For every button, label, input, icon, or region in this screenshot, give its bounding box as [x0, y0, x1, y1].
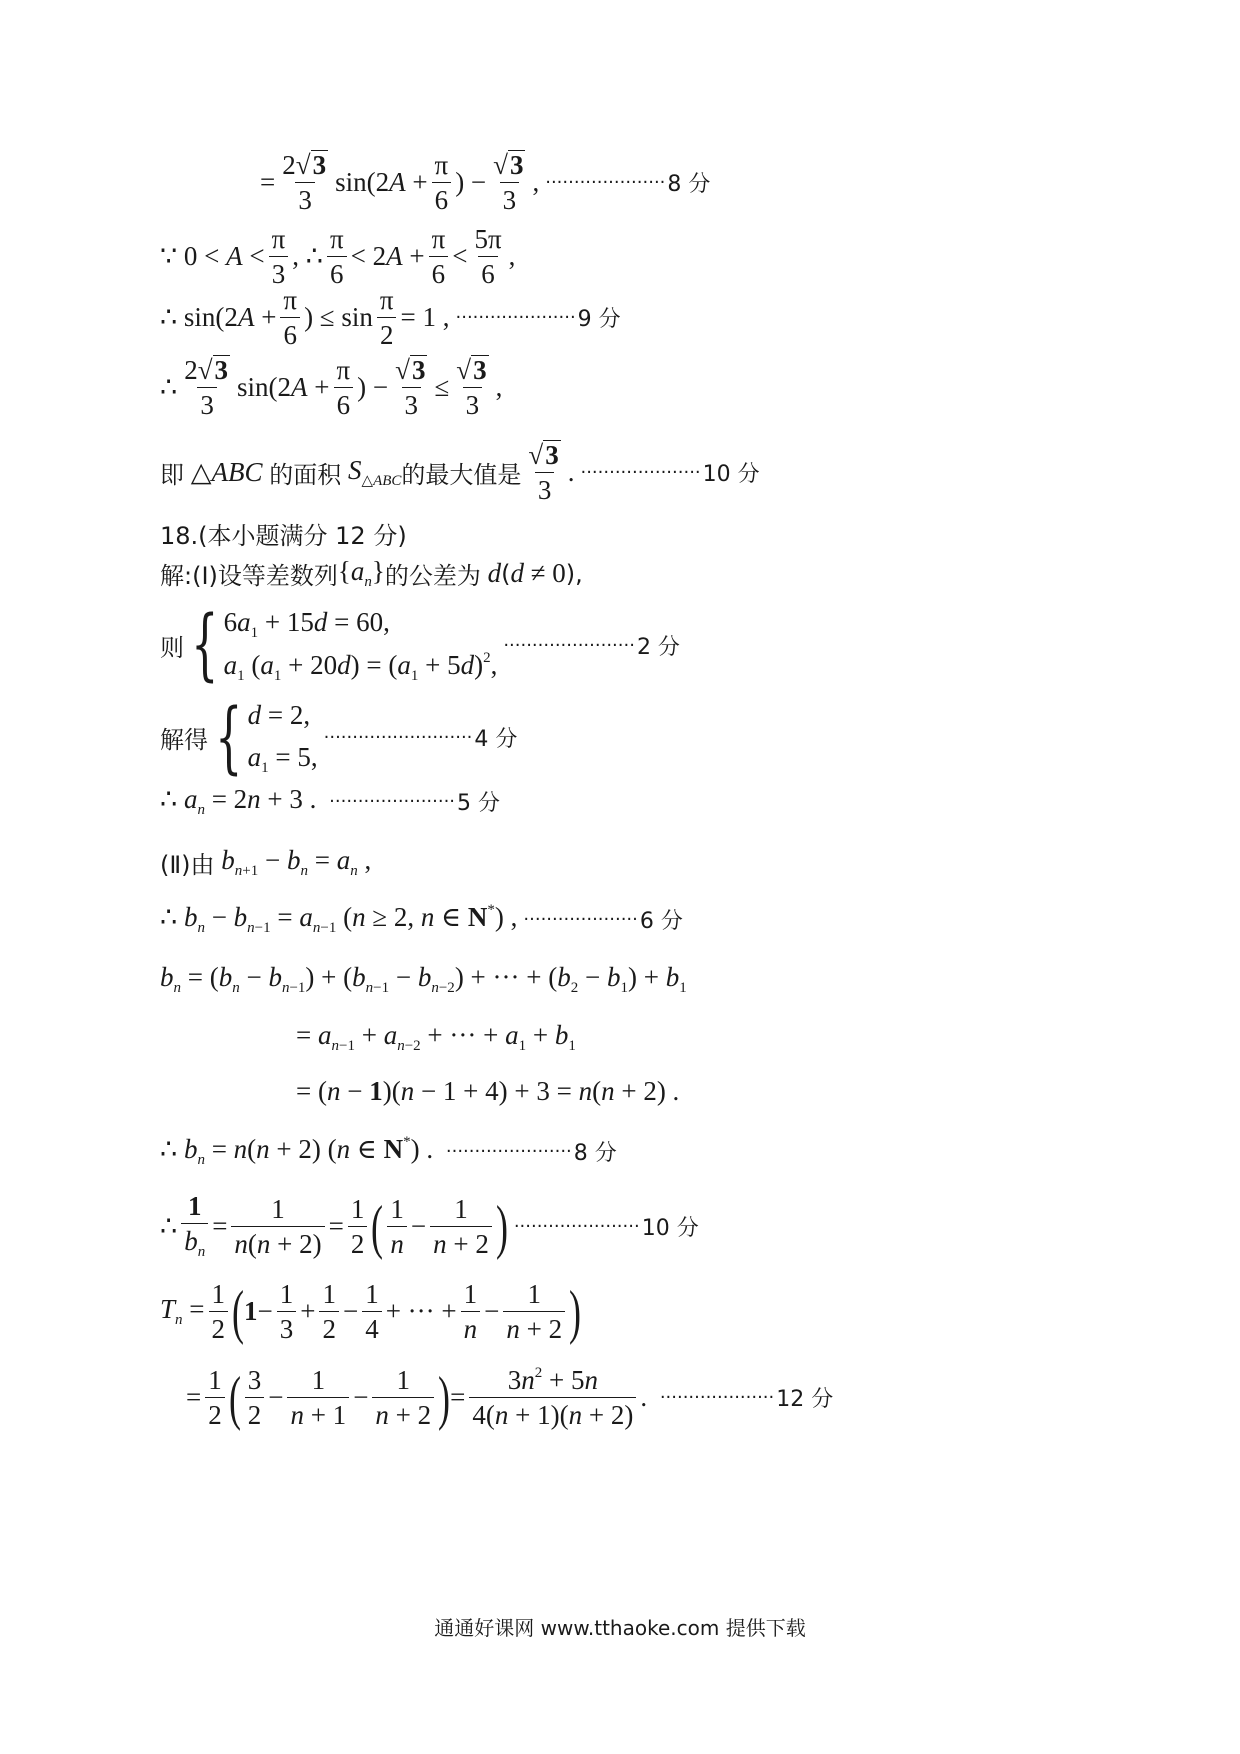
eq-line-4: ∴ 2 √ 3 3 sin(2A + $\frac{\pi}{6}$ ) − √ 3 3 ≤ √ 3 3 ,	[160, 354, 503, 421]
score-label: 2 分	[636, 634, 680, 660]
score-label: 9 分	[577, 307, 621, 333]
eq-an: ∴ $a_n = 2n + 3$ . ······················ 5 分	[160, 784, 501, 818]
eq-line-1: = 2 √ 3 3 sin(2A + $\frac{\pi}{6}$ ) − √ 3 3 , ····················· 8 分	[260, 149, 711, 216]
score-label: 6 分	[639, 909, 683, 934]
score-label: 10 分	[702, 461, 760, 487]
eq-bn-telescope-3: = (n − 1)(n − 1 + 4) + 3 = n(n + 2) .	[296, 1076, 680, 1106]
score-label: 8 分	[573, 1141, 617, 1166]
eq-bn-telescope-1: $b_n = (b_n - b_{n-1}) + (b_{n-1} - b_{n-2})$ + ··· + $(b_2 - b_1) + b_1$	[160, 962, 687, 996]
score-label: 4 分	[474, 727, 518, 753]
question-title: 18.(本小题满分 12 分)	[160, 522, 407, 550]
eq-intro: 解:(Ⅰ)设等差数列 $\{a_n\}$ 的公差为 d ( d ≠ 0 ),	[160, 556, 583, 590]
score-label: 8 分	[667, 171, 711, 197]
score-label: 12 分	[776, 1387, 834, 1413]
eq-system-1: 则 { $6a_1 + 15d = 60$, $a_1$ $(a_1 + 20d) = (a_1 + 5d)^2$, ······················· 2 分	[160, 600, 680, 691]
eq-system-2: 解得 { d = 2, $a_1 = 5$, ·························· 4 分	[160, 692, 518, 783]
score-leader: ·····················	[545, 171, 666, 193]
page-footer: 通通好课网 www.tthaoke.com 提供下载	[434, 1616, 806, 1640]
punct: ,	[508, 241, 516, 272]
eq-part2: (Ⅱ)由 $b_{n+1} - b_n = a_n$ ,	[160, 845, 372, 879]
fraction: 2 √ 3 3	[282, 150, 327, 216]
eq-reciprocal: ∴ $\frac{1}{b_n}$ = $\frac{1}{n(n + 2)}$ = $\frac{1}{2}$ ( $\frac{1}{n}$ − $\frac{1}{n + 2}$ ) ······················ 10 分	[160, 1191, 699, 1261]
eq-bn-formula: ∴ $b_n = n(n + 2)$ (n ∈ N*) . ······················ 8 分	[160, 1134, 617, 1168]
eq-tn-1: $T_n$ = $\frac{1}{2}$ ( 1 − $\frac{1}{3}$ + $\frac{1}{2}$ − $\frac{1}{4}$ + ··· + $\frac{1}{n}$ − $\frac{1}{n + 2}$ )	[160, 1278, 582, 1345]
score-label: 5 分	[457, 791, 501, 816]
eq-line-3: ∴ sin(2A + $\frac{\pi}{6}$ ) ≤ sin $\frac{\pi}{2}$ = 1 , ····················· 9 分	[160, 285, 621, 351]
score-label: 10 分	[641, 1216, 699, 1242]
eq-line-5: 即 △ABC 的面积 $S_{\triangle ABC}$ 的最大值是 √ 3 3 . ····················· 10 分	[160, 440, 760, 506]
eq-line-2: ∵ 0 < A < $\frac{\pi}{3}$ , ∴ $\frac{\pi}{6}$ < 2A + $\frac{\pi}{6}$ < $\frac{5\pi}{6}$ ,	[160, 224, 516, 290]
eq-bn-diff: ∴ $b_n - b_{n-1} = a_{n-1}$ (n ≥ 2, n ∈ N*) , ···················· 6 分	[160, 902, 683, 936]
eq-tn-2: = $\frac{1}{2}$ ( $\frac{3}{2}$ − $\frac{1}{n + 1}$ − $\frac{1}{n + 2}$ ) = $\frac{3n^2 + 5n}{4(n + 1)(n + 2)}$ . ···················· 12 分	[186, 1364, 834, 1431]
eq-bn-telescope-2: = $a_{n-1} + a_{n-2}$ + ··· + $a_1 + b_1$	[296, 1020, 576, 1054]
